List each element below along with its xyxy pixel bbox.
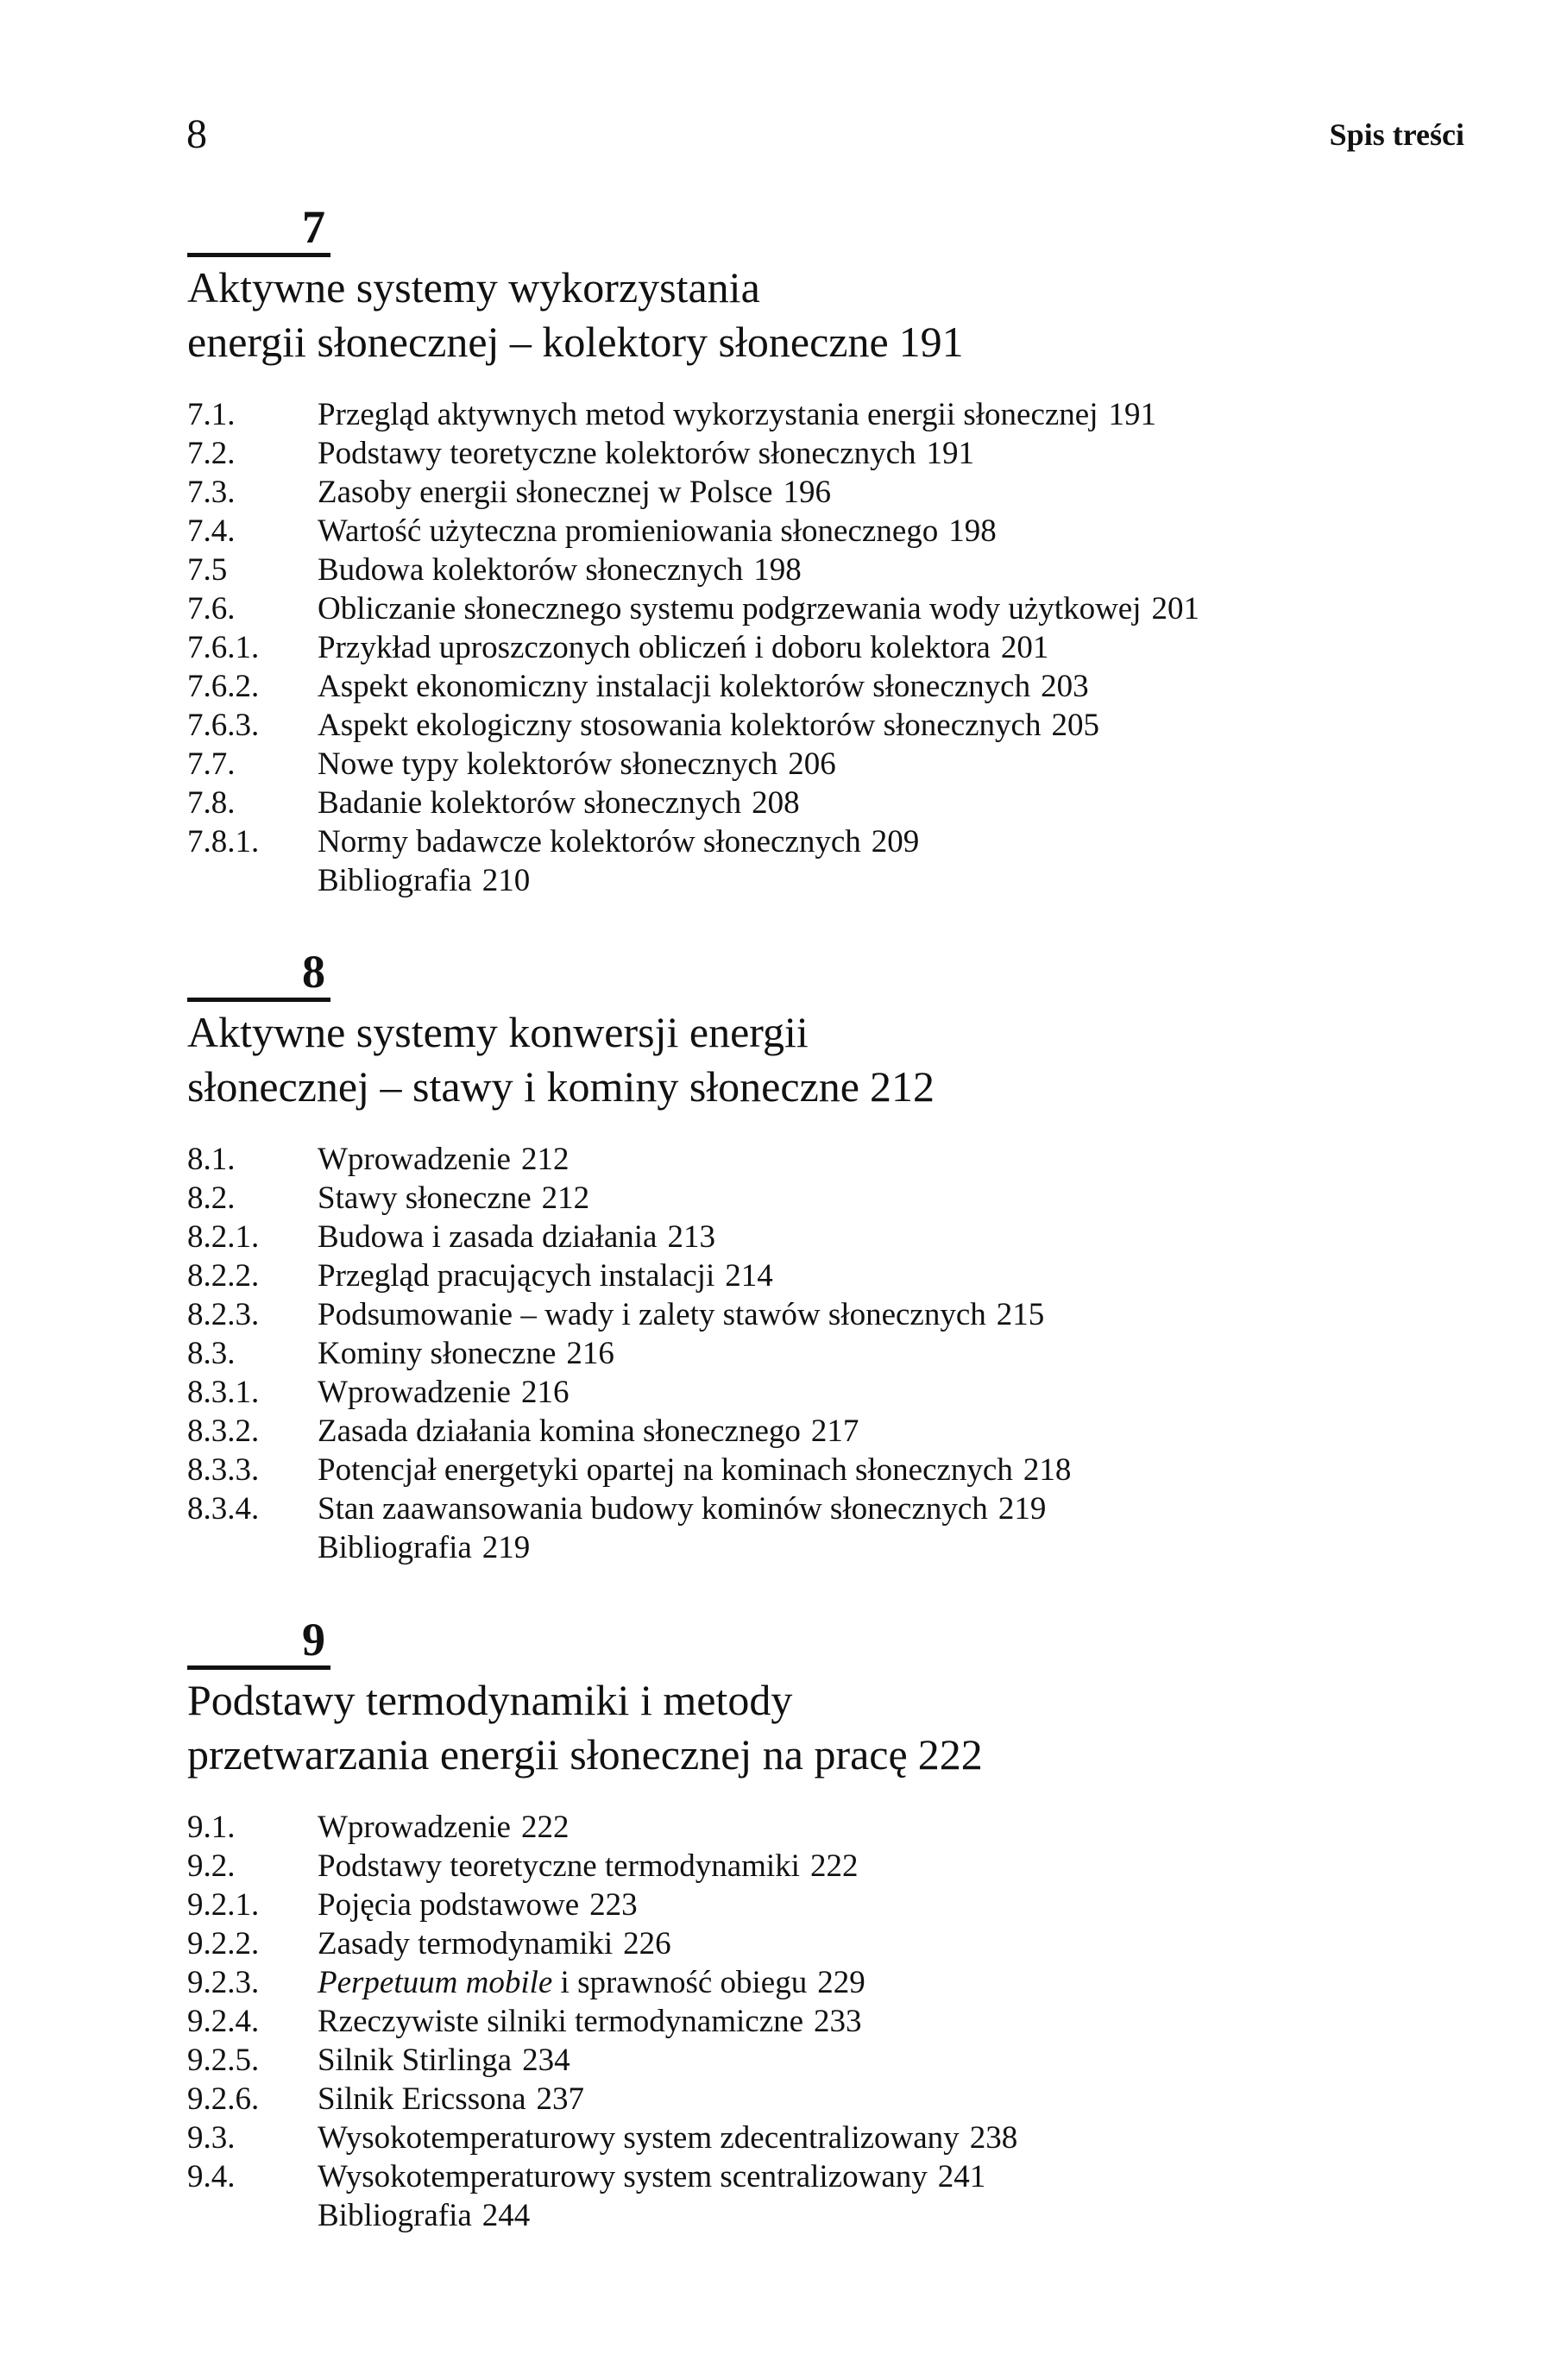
toc-entry[interactable] xyxy=(187,1334,1438,1373)
entry-title: Aspekt ekonomiczny instalacji kolektorów słonecznych xyxy=(318,669,1031,704)
entry-page: 208 xyxy=(752,785,800,821)
entry-title: Nowe typy kolektorów słonecznych xyxy=(318,746,778,782)
entry-number: 7.6.3. xyxy=(187,708,260,743)
entry-number: 8.2.3. xyxy=(187,1297,260,1332)
entry-page: 213 xyxy=(667,1219,715,1255)
entry-page: 219 xyxy=(481,1530,531,1565)
entry-number: 9.2. xyxy=(187,1848,236,1884)
toc-entry[interactable] xyxy=(187,395,1438,434)
entry-number: 8.3.1. xyxy=(187,1375,260,1410)
toc-entry[interactable] xyxy=(187,1924,1438,1963)
toc-entry[interactable] xyxy=(187,2041,1438,2080)
entry-number: 9.2.4. xyxy=(187,2004,260,2039)
entry-page: 237 xyxy=(536,2081,585,2117)
entry-title: Normy badawcze kolektorów słonecznych xyxy=(318,824,861,859)
toc-entry[interactable] xyxy=(187,589,1438,628)
entry-page: 234 xyxy=(522,2043,570,2078)
entry-page: 229 xyxy=(817,1965,865,2000)
toc-entry-bibliography[interactable] xyxy=(187,861,1438,900)
entry-page: 198 xyxy=(753,552,802,588)
entry-number: 7.8.1. xyxy=(187,824,260,859)
entry-title: Pojęcia podstawowe xyxy=(318,1887,580,1923)
entry-number: 8.3.2. xyxy=(187,1414,260,1449)
entry-title: Zasoby energii słonecznej w Polsce xyxy=(318,475,773,510)
chapter-number: 9 xyxy=(302,1614,325,1665)
entry-number: 9.2.3. xyxy=(187,1965,260,2000)
toc-list xyxy=(187,395,1438,900)
chapter-7 xyxy=(187,201,1438,900)
entry-number: 7.8. xyxy=(187,785,236,821)
entry-title: Stawy słoneczne xyxy=(318,1181,532,1216)
toc-entry[interactable] xyxy=(187,434,1438,473)
entry-number: 8.2.1. xyxy=(187,1219,260,1255)
chapter-title-line: przetwarzania energii słonecznej na pracę xyxy=(187,1730,908,1779)
chapter-title[interactable] xyxy=(187,261,1438,369)
entry-number: 8.3.3. xyxy=(187,1452,260,1488)
entry-number: 8.2. xyxy=(187,1181,236,1216)
entry-title: Bibliografia xyxy=(318,1530,472,1565)
chapter-page: 212 xyxy=(869,1062,935,1111)
entry-title: Budowa i zasada działania xyxy=(318,1219,658,1255)
chapter-title-line: Aktywne systemy wykorzystania xyxy=(187,263,760,312)
entry-title-rest: i sprawność obiegu xyxy=(552,1965,808,2000)
entry-title: Bibliografia xyxy=(318,2198,472,2233)
toc-entry-bibliography[interactable] xyxy=(187,2196,1438,2235)
toc-entry[interactable] xyxy=(187,784,1438,822)
entry-title: Podsumowanie – wady i zalety stawów słonecznych xyxy=(318,1297,986,1332)
entry-title: Wprowadzenie xyxy=(318,1142,511,1177)
entry-title: Wysokotemperaturowy system scentralizowany xyxy=(318,2159,928,2194)
entry-number: 7.6.1. xyxy=(187,630,260,665)
entry-title: Podstawy teoretyczne kolektorów słonecznych xyxy=(318,436,916,471)
toc-entry-bibliography[interactable] xyxy=(187,1528,1438,1567)
entry-number: 9.2.6. xyxy=(187,2081,260,2117)
entry-page: 222 xyxy=(809,1848,859,1884)
entry-title: Silnik Ericssona xyxy=(318,2081,526,2117)
entry-number: 9.2.5. xyxy=(187,2043,260,2078)
entry-number: 8.3.4. xyxy=(187,1491,260,1527)
toc-entry[interactable] xyxy=(187,2119,1438,2157)
entry-page: 223 xyxy=(589,1887,638,1923)
entry-title: Wysokotemperaturowy system zdecentralizowany xyxy=(318,2120,960,2156)
entry-number: 7.5 xyxy=(187,552,228,588)
entry-number: 7.6.2. xyxy=(187,669,260,704)
entry-title: Przykład uproszczonych obliczeń i doboru kolektora xyxy=(318,630,991,665)
toc-entry[interactable] xyxy=(187,2157,1438,2196)
chapter-rule-divider xyxy=(187,253,330,257)
entry-page: 233 xyxy=(814,2004,862,2039)
entry-title xyxy=(318,1963,807,2002)
entry-page: 215 xyxy=(996,1297,1045,1332)
entry-number xyxy=(187,2196,318,2235)
entry-number: 9.1. xyxy=(187,1810,236,1845)
entry-number xyxy=(187,861,318,900)
entry-page: 196 xyxy=(783,475,831,510)
entry-number: 7.3. xyxy=(187,475,236,510)
entry-title: Kominy słoneczne xyxy=(318,1336,557,1371)
toc-entry[interactable] xyxy=(187,1847,1438,1886)
entry-title: Aspekt ekologiczny stosowania kolektorów słonecznych xyxy=(318,708,1042,743)
entry-page: 216 xyxy=(520,1375,570,1410)
toc-entry[interactable] xyxy=(187,628,1438,667)
entry-page: 241 xyxy=(937,2159,986,2194)
entry-number: 7.6. xyxy=(187,591,236,626)
entry-title: Budowa kolektorów słonecznych xyxy=(318,552,744,588)
entry-title-italic: Perpetuum mobile xyxy=(318,1965,553,2000)
entry-title: Silnik Stirlinga xyxy=(318,2043,513,2078)
entry-number: 9.3. xyxy=(187,2120,236,2156)
entry-page: 216 xyxy=(566,1336,614,1371)
toc-entry[interactable] xyxy=(187,1489,1438,1528)
entry-title: Przegląd aktywnych metod wykorzystania energii słonecznej xyxy=(318,397,1098,432)
entry-number: 9.4. xyxy=(187,2159,236,2194)
chapter-title-line: Aktywne systemy konwersji energii xyxy=(187,1008,809,1056)
entry-title: Przegląd pracujących instalacji xyxy=(318,1258,715,1294)
chapter-heading xyxy=(187,1614,330,1670)
entry-number: 8.2.2. xyxy=(187,1258,260,1294)
entry-number: 9.2.1. xyxy=(187,1887,260,1923)
toc-entry[interactable] xyxy=(187,2002,1438,2041)
chapter-title-line: słonecznej – stawy i kominy słoneczne xyxy=(187,1062,859,1111)
entry-number: 8.3. xyxy=(187,1336,236,1371)
chapter-number: 8 xyxy=(302,946,325,998)
entry-page: 238 xyxy=(969,2120,1018,2156)
chapter-9 xyxy=(187,1614,1438,2235)
entry-page: 201 xyxy=(1000,630,1049,665)
entry-number: 7.1. xyxy=(187,397,236,432)
toc-entry[interactable] xyxy=(187,1808,1438,1847)
entry-title: Rzeczywiste silniki termodynamiczne xyxy=(318,2004,804,2039)
toc-entry[interactable] xyxy=(187,512,1438,551)
chapter-heading xyxy=(187,201,330,257)
chapter-page: 191 xyxy=(898,318,964,366)
entry-page: 203 xyxy=(1041,669,1089,704)
entry-page: 209 xyxy=(871,824,920,859)
entry-page: 210 xyxy=(481,863,531,898)
toc-entry[interactable] xyxy=(187,1963,1438,2002)
toc-entry[interactable] xyxy=(187,706,1438,745)
entry-page: 205 xyxy=(1051,708,1099,743)
toc-entry[interactable] xyxy=(187,1295,1438,1334)
toc-entry[interactable] xyxy=(187,822,1438,861)
entry-title: Obliczanie słonecznego systemu podgrzewania wody użytkowej xyxy=(318,591,1142,626)
entry-title: Zasada działania komina słonecznego xyxy=(318,1414,801,1449)
entry-page: 212 xyxy=(541,1181,590,1216)
entry-page: 219 xyxy=(998,1491,1047,1527)
entry-number: 7.4. xyxy=(187,513,236,549)
entry-page: 201 xyxy=(1151,591,1200,626)
entry-page: 191 xyxy=(926,436,975,471)
chapter-title-line: energii słonecznej – kolektory słoneczne xyxy=(187,318,889,366)
chapter-rule-divider xyxy=(187,998,330,1002)
entry-title: Bibliografia xyxy=(318,863,472,898)
entry-title: Podstawy teoretyczne termodynamiki xyxy=(318,1848,800,1884)
toc-entry[interactable] xyxy=(187,1412,1438,1451)
chapter-page: 222 xyxy=(917,1730,983,1779)
entry-page: 226 xyxy=(623,1926,671,1961)
entry-page: 198 xyxy=(948,513,997,549)
toc-entry[interactable] xyxy=(187,667,1438,706)
toc-entry[interactable] xyxy=(187,745,1438,784)
toc-entry[interactable] xyxy=(187,1373,1438,1412)
entry-title: Stan zaawansowania budowy kominów słonecznych xyxy=(318,1491,988,1527)
toc-entry[interactable] xyxy=(187,1451,1438,1489)
chapter-title[interactable] xyxy=(187,1673,1438,1782)
chapter-heading xyxy=(187,946,330,1002)
toc-entry[interactable] xyxy=(187,1218,1438,1256)
entry-page: 214 xyxy=(725,1258,773,1294)
chapter-rule-divider xyxy=(187,1665,330,1670)
entry-page: 191 xyxy=(1108,397,1156,432)
running-head: Spis treści xyxy=(1329,117,1464,152)
toc-entry[interactable] xyxy=(187,473,1438,512)
page-number: 8 xyxy=(186,111,207,157)
toc-entry[interactable] xyxy=(187,1179,1438,1218)
entry-title: Zasady termodynamiki xyxy=(318,1926,614,1961)
entry-title: Badanie kolektorów słonecznych xyxy=(318,785,742,821)
chapter-8 xyxy=(187,946,1438,1567)
chapter-title-line: Podstawy termodynamiki i metody xyxy=(187,1676,793,1724)
toc-entry[interactable] xyxy=(187,1886,1438,1924)
entry-number xyxy=(187,1528,318,1567)
entry-number: 9.2.2. xyxy=(187,1926,260,1961)
entry-number: 7.7. xyxy=(187,746,236,782)
toc-list xyxy=(187,1808,1438,2235)
toc-entry[interactable] xyxy=(187,2080,1438,2119)
chapter-title[interactable] xyxy=(187,1005,1438,1114)
entry-title: Wprowadzenie xyxy=(318,1375,511,1410)
entry-title: Wprowadzenie xyxy=(318,1810,511,1845)
chapter-number: 7 xyxy=(302,201,325,253)
entry-title: Potencjał energetyki opartej na kominach słonecznych xyxy=(318,1452,1013,1488)
entry-number: 8.1. xyxy=(187,1142,236,1177)
entry-page: 244 xyxy=(481,2198,531,2233)
entry-page: 218 xyxy=(1023,1452,1072,1488)
entry-title: Wartość użyteczna promieniowania słonecznego xyxy=(318,513,939,549)
toc-entry[interactable] xyxy=(187,1256,1438,1295)
entry-page: 222 xyxy=(520,1810,570,1845)
entry-page: 217 xyxy=(810,1414,859,1449)
toc-entry[interactable] xyxy=(187,1140,1438,1179)
toc-entry[interactable] xyxy=(187,551,1438,589)
toc-list xyxy=(187,1140,1438,1567)
entry-page: 212 xyxy=(520,1142,570,1177)
entry-page: 206 xyxy=(788,746,836,782)
entry-number: 7.2. xyxy=(187,436,236,471)
